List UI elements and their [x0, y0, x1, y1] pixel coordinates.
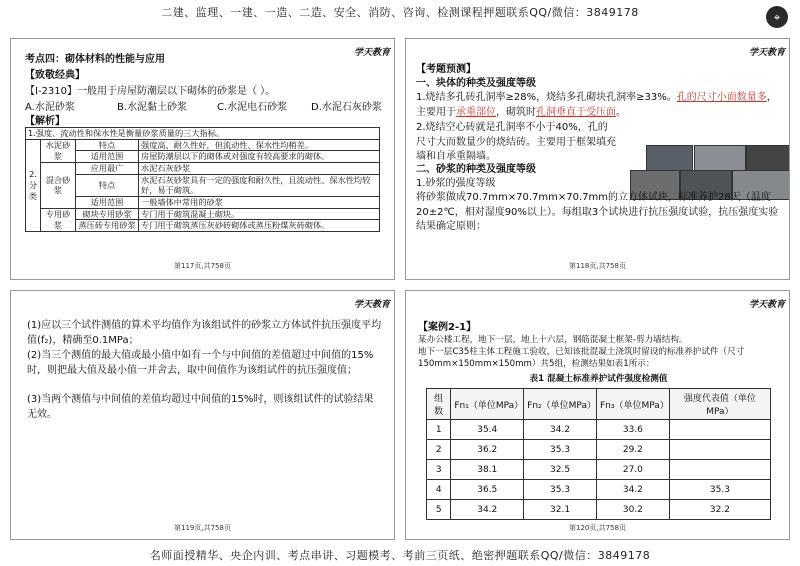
table-value: 强度高、耐久性好，但流动性、保水性均稍差。: [139, 139, 380, 151]
table-caption: 表1 混凝土标准养护试件强度检测值: [529, 374, 668, 384]
table-key: 蒸压砖专用砂浆: [76, 220, 139, 232]
table-key: 特点: [76, 174, 139, 196]
table-key: 适用范围: [76, 196, 139, 208]
table-value: 房屋防潮层以下的砌体或对强度有较高要求的砌体。: [139, 151, 380, 163]
group-cell: 混合砂浆: [41, 162, 76, 208]
table-key: 适用范围: [76, 151, 139, 163]
table-value: 一般墙体中常用的砂浆: [139, 196, 380, 208]
heading: 考点四：砌体材料的性能与应用: [25, 54, 165, 65]
analysis-title: 【解析】: [25, 116, 65, 127]
page-117: [10, 38, 395, 280]
paragraph: 1.烧结多孔砖孔洞率≥28%，烧结多孔砌块孔洞率≥33%。孔的尺寸小而数量多，主要用于承重部位，砌筑时孔洞垂直于受压面。: [416, 92, 777, 118]
table-key: 应用最广: [76, 162, 139, 174]
logo: 学天教育: [748, 300, 785, 310]
table-key: 砌块专用砂浆: [76, 208, 139, 220]
rule-2: (2)当三个测值的最大值或最小值中如有一个与中间值的差值超过中间值的15%时，则把最大值及最小值一并舍去，取中间值作为该组试件的抗压强度值；: [27, 350, 374, 376]
page-number: 第118页,共758页: [569, 262, 626, 270]
page-number: 第120页,共758页: [569, 524, 626, 532]
subheading: 二、砂浆的种类及强度等级: [416, 164, 536, 175]
paragraph: 2.烧结空心砖就是孔洞率不小于40%，孔的尺寸大而数量少的烧结砖。主要用于框架填充墙和自承重隔墙。: [416, 122, 616, 162]
table-row: 5 34.2 32.1 30.2 32.2: [427, 500, 771, 520]
option-a: A.水泥砂浆: [25, 102, 75, 113]
table-row: 2 36.2 35.3 29.2: [427, 440, 771, 460]
mortar-table: [25, 127, 380, 232]
logo: 学天教育: [748, 48, 785, 58]
page-118: [405, 38, 790, 280]
table-key: 特点: [76, 139, 139, 151]
page-119: [10, 290, 395, 540]
section-title: 【致敬经典】: [25, 70, 85, 81]
table-header: Fn₁（单位MPa）: [451, 389, 524, 420]
logo: 学天教育: [353, 300, 390, 310]
case-title: 【案例2-1】: [418, 322, 477, 333]
table-row: 3 38.1 32.5 27.0: [427, 460, 771, 480]
table-header: 组数: [427, 389, 451, 420]
rule-1: (1)应以三个试件测值的算术平均值作为该组试件的砂浆立方体试件抗压强度平均值(f₂)，精确至0.1MPa；: [27, 320, 382, 346]
table-intro: 1.强度、流动性和保水性是衡量砂浆质量的三大指标。: [26, 128, 380, 140]
strength-table: [426, 388, 771, 520]
table-header: Fn₂（单位MPa）: [524, 389, 597, 420]
table-row: 4 36.5 35.3 34.2 35.3: [427, 480, 771, 500]
option-c: C.水泥电石砂浆: [217, 102, 288, 113]
table-value: 专门用于砌筑蒸压灰砂砖砌体或蒸压粉煤灰砖砌体。: [139, 220, 380, 232]
group-cell: 水泥砂浆: [41, 139, 76, 162]
case-body: 地下一层C35柱主体工程施工验收，已知该批混凝土浇筑时留设的标准养护试件（尺寸150mm×150mm×150mm）共5组，检测结果如表1所示：: [418, 347, 745, 369]
table-value: 水泥石灰砂浆: [139, 162, 380, 174]
rule-3: (3)当两个测值与中间值的差值均超过中间值的15%时，则该组试件的试验结果无效。: [27, 394, 374, 420]
scan-icon[interactable]: ⌖: [766, 6, 788, 28]
section-title: 【考题预测】: [416, 64, 476, 75]
table-header: Fn₃（单位MPa）: [596, 389, 669, 420]
page-number: 第119页,共758页: [174, 524, 231, 532]
brick-photo: [746, 145, 790, 171]
paragraph: 1.砂浆的强度等级: [416, 178, 496, 189]
table-value: 专门用于砌筑混凝土砌块。: [139, 208, 380, 220]
page-number: 第117页,共758页: [174, 262, 231, 270]
case-intro: 某办公楼工程，地下一层，地上十六层，钢筋混凝土框架-剪力墙结构。: [418, 335, 688, 345]
top-banner: 二建、监理、一建、一造、二造、安全、消防、咨询、检测课程押题联系QQ/微信：3849178: [161, 6, 639, 19]
category-cell: 2.分类: [26, 139, 41, 231]
brick-photo: [694, 145, 746, 171]
group-cell: 专用砂浆: [41, 208, 76, 231]
question: 【Ⅰ-2310】一般用于房屋防潮层以下砌体的砂浆是（ ）。: [25, 86, 276, 97]
subheading: 一、块体的种类及强度等级: [416, 78, 536, 89]
logo: 学天教育: [353, 48, 390, 58]
table-row: 1 35.4 34.2 33.6: [427, 420, 771, 440]
bottom-banner: 名师面授精华、央企内训、考点串讲、习题模考、考前三页纸、绝密押题联系QQ/微信：3849178: [149, 549, 651, 562]
brick-photo: [646, 145, 693, 171]
table-value: 水泥石灰砂浆具有一定的强度和耐久性，且流动性、保水性均较好，易于砌筑。: [139, 174, 380, 196]
option-b: B.水泥黏土砂浆: [117, 102, 188, 113]
table-header: 强度代表值（单位MPa）: [669, 389, 770, 420]
page-120: [405, 290, 790, 540]
option-d: D.水泥石灰砂浆: [311, 102, 382, 113]
paragraph: 将砂浆做成70.7mm×70.7mm×70.7mm的立方体试块，标准养护28天（温度20±2℃，相对湿度90%以上）。每组取3个试块进行抗压强度试验，抗压强度实验结果确定原则：: [416, 192, 779, 232]
